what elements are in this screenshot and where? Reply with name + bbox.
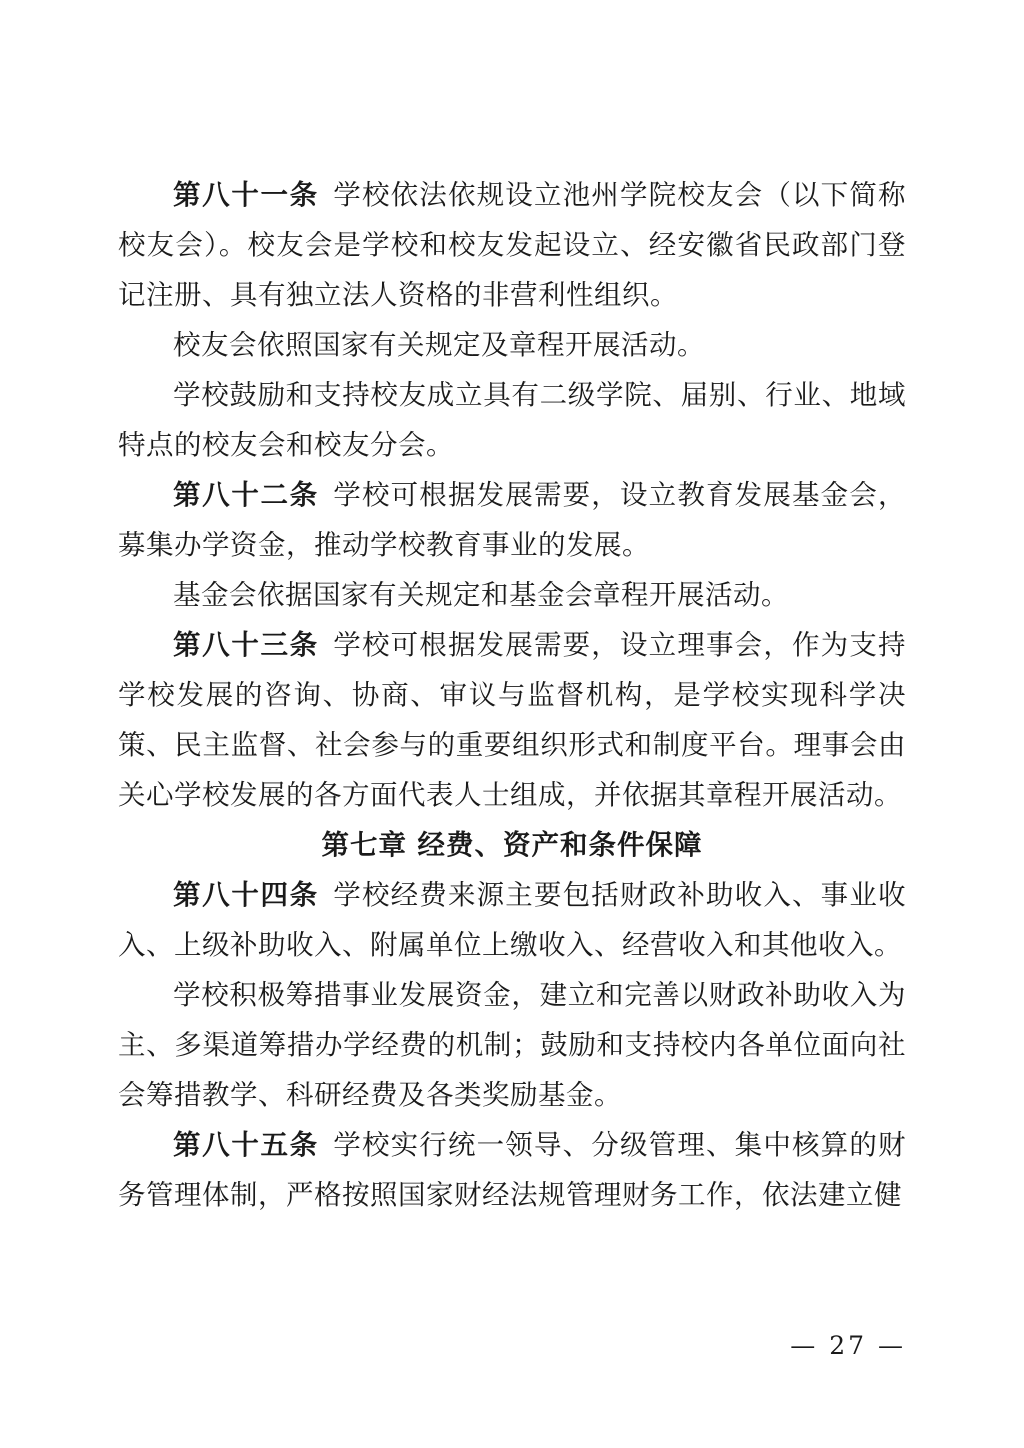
article-paragraph xyxy=(118,870,906,970)
article-paragraph xyxy=(118,620,906,820)
page-number: — 27 — xyxy=(790,1331,906,1360)
article-paragraph xyxy=(118,170,906,320)
paragraph-text: 学校积极筹措事业发展资金，建立和完善以财政补助收入为主、多渠道筹措办学经费的机制；鼓励和支持校内各单位面向社会筹措教学、科研经费及各类奖励基金。 xyxy=(118,979,906,1111)
article-label: 第八十二条 xyxy=(173,479,319,511)
body-paragraph xyxy=(118,570,906,620)
page-body xyxy=(118,170,906,1220)
chapter-heading: 第七章 经费、资产和条件保障 xyxy=(321,829,703,861)
article-text: 学校可根据发展需要，设立理事会，作为支持学校发展的咨询、协商、审议与监督机构，是学校实现科学决策、民主监督、社会参与的重要组织形式和制度平台。理事会由关心学校发展的各方面代表人士组成，并依据其章程开展活动。 xyxy=(118,629,907,811)
paragraph-text: 校友会依照国家有关规定及章程开展活动。 xyxy=(173,329,705,361)
article-paragraph xyxy=(118,470,906,570)
article-label: 第八十五条 xyxy=(173,1129,319,1161)
body-paragraph xyxy=(118,970,906,1120)
article-text: 学校经费来源主要包括财政补助收入、事业收入、上级补助收入、附属单位上缴收入、经营收入和其他收入。 xyxy=(118,879,907,961)
article-label: 第八十四条 xyxy=(173,879,319,911)
article-paragraph xyxy=(118,1120,906,1220)
article-text: 学校可根据发展需要，设立教育发展基金会，募集办学资金，推动学校教育事业的发展。 xyxy=(118,479,907,561)
article-text: 学校依法依规设立池州学院校友会（以下简称校友会）。校友会是学校和校友发起设立、经安徽省民政部门登记注册、具有独立法人资格的非营利性组织。 xyxy=(118,179,907,311)
body-paragraph xyxy=(118,370,906,470)
article-text: 学校实行统一领导、分级管理、集中核算的财务管理体制，严格按照国家财经法规管理财务工作，依法建立健 xyxy=(118,1129,907,1211)
article-label: 第八十三条 xyxy=(173,629,319,661)
paragraph-text: 基金会依据国家有关规定和基金会章程开展活动。 xyxy=(173,579,789,611)
paragraph-text: 学校鼓励和支持校友成立具有二级学院、届别、行业、地域特点的校友会和校友分会。 xyxy=(118,379,906,461)
article-label: 第八十一条 xyxy=(173,179,319,211)
body-paragraph xyxy=(118,320,906,370)
